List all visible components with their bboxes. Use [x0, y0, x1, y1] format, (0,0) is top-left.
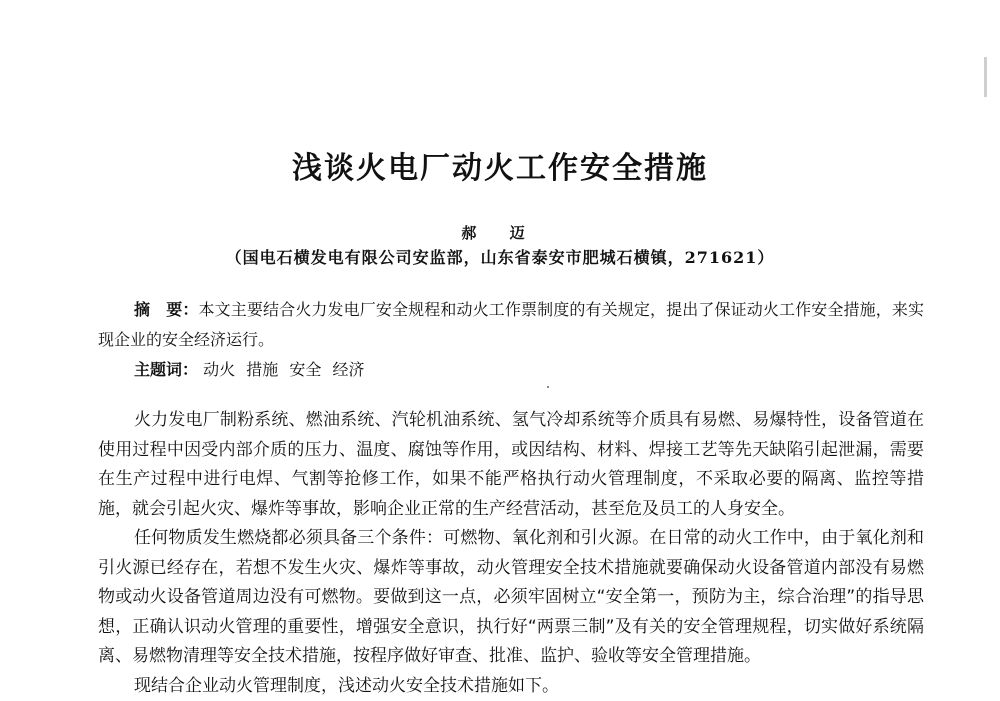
article-title: 浅谈火电厂动火工作安全措施	[0, 143, 1000, 187]
keyword: 经济	[332, 360, 364, 379]
body-paragraph: 火力发电厂制粉系统、燃油系统、汽轮机油系统、氢气冷却系统等介质具有易燃、易爆特性，设备管道在使用过程中因受内部介质的压力、温度、腐蚀等作用，或因结构、材料、焊接工艺等先天缺陷引起泄漏，需要在生产过程中进行电焊、气割等抢修工作，如果不能严格执行动火管理制度，不采取必要的隔离、监控等措施，就会引起火灾、爆炸等事故，影响企业正常的生产经营活动，甚至危及员工的人身安全。	[98, 406, 924, 524]
keywords	[134, 355, 370, 385]
keyword: 安全	[289, 360, 321, 379]
abstract	[98, 295, 924, 355]
scan-speck	[547, 386, 549, 388]
body-paragraph: 现结合企业动火管理制度，浅述动火安全技术措施如下。	[98, 672, 924, 701]
author-name: 郝 迈	[0, 222, 1000, 243]
keywords-label: 主题词：	[134, 360, 198, 379]
keyword: 措施	[246, 360, 278, 379]
body-paragraph: 任何物质发生燃烧都必须具备三个条件：可燃物、氧化剂和引火源。在日常的动火工作中，由于氧化剂和引火源已经存在，若想不发生火灾、爆炸等事故，动火管理安全技术措施就要确保动火设备管道内部没有易燃物或动火设备管道周边没有可燃物。要做到这一点，必须牢固树立“安全第一，预防为主，综合治理”的指导思想，正确认识动火管理的重要性，增强安全意识，执行好“两票三制”及有关的安全管理规程，切实做好系统隔离、易燃物清理等安全技术措施，按程序做好审查、批准、监护、验收等安全管理措施。	[98, 524, 924, 672]
scan-speck	[984, 57, 987, 97]
author-affiliation: （国电石横发电有限公司安监部，山东省泰安市肥城石横镇，271621）	[0, 245, 1000, 268]
abstract-text: 本文主要结合火力发电厂安全规程和动火工作票制度的有关规定，提出了保证动火工作安全措施，来实现企业的安全经济运行。	[98, 300, 924, 349]
keyword: 动火	[203, 360, 235, 379]
abstract-label: 摘 要：	[134, 300, 199, 319]
body-text	[98, 406, 924, 701]
